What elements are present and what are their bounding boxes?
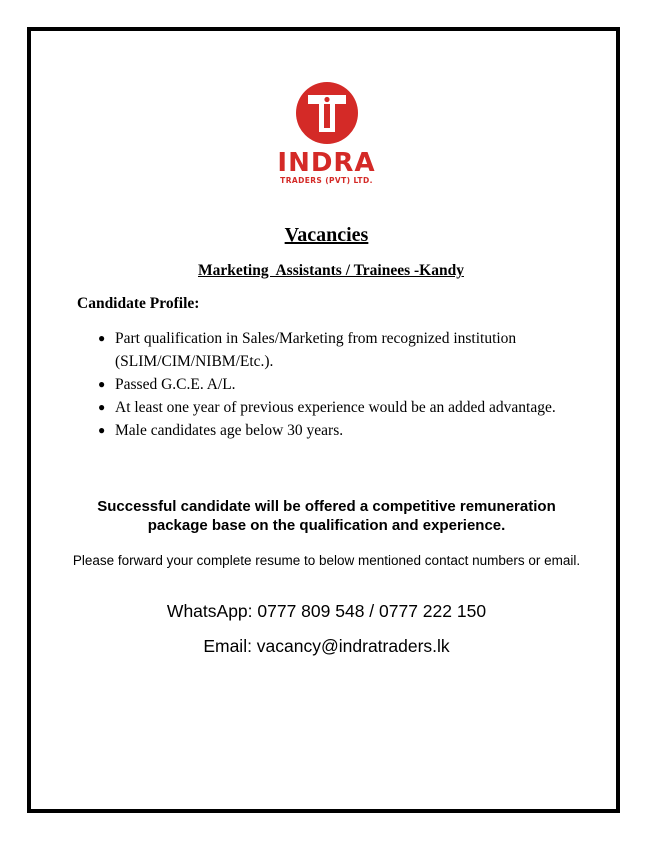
- requirements-list: [98, 327, 568, 442]
- position-title: Marketing Assistants / Trainees -Kandy: [198, 262, 464, 279]
- whatsapp-contact: WhatsApp: 0777 809 548 / 0777 222 150: [166, 601, 487, 621]
- requirement-text: At least one year of previous experience would be an added advantage.: [115, 399, 556, 416]
- requirement-text: Male candidates age below 30 years.: [115, 422, 344, 439]
- brand-name: INDRA: [277, 148, 376, 178]
- bullet-icon: ●: [98, 423, 106, 437]
- page-title: Vacancies: [284, 224, 369, 246]
- list-item: [98, 327, 568, 373]
- bullet-icon: ●: [98, 331, 106, 345]
- list-item: [98, 373, 568, 396]
- email-contact: Email: vacancy@indratraders.lk: [203, 636, 450, 656]
- requirement-text: Passed G.C.E. A/L.: [115, 376, 236, 393]
- requirement-text: Part qualification in Sales/Marketing from recognized institution (SLIM/CIM/NIBM/Etc.).: [115, 330, 517, 370]
- list-item: [98, 396, 568, 419]
- candidate-profile-heading: Candidate Profile:: [77, 295, 200, 312]
- bullet-icon: ●: [98, 400, 106, 414]
- company-logo: [0, 82, 653, 144]
- brand-subtitle: TRADERS (PVT) LTD.: [280, 176, 373, 185]
- list-item: [98, 419, 568, 442]
- bullet-icon: ●: [98, 377, 106, 391]
- offer-statement: Successful candidate will be offered a competitive remuneration package base on the qualification and experience.: [97, 498, 556, 534]
- forward-instructions: Please forward your complete resume to below mentioned contact numbers or email.: [72, 553, 581, 568]
- indra-logo-icon: [296, 82, 358, 144]
